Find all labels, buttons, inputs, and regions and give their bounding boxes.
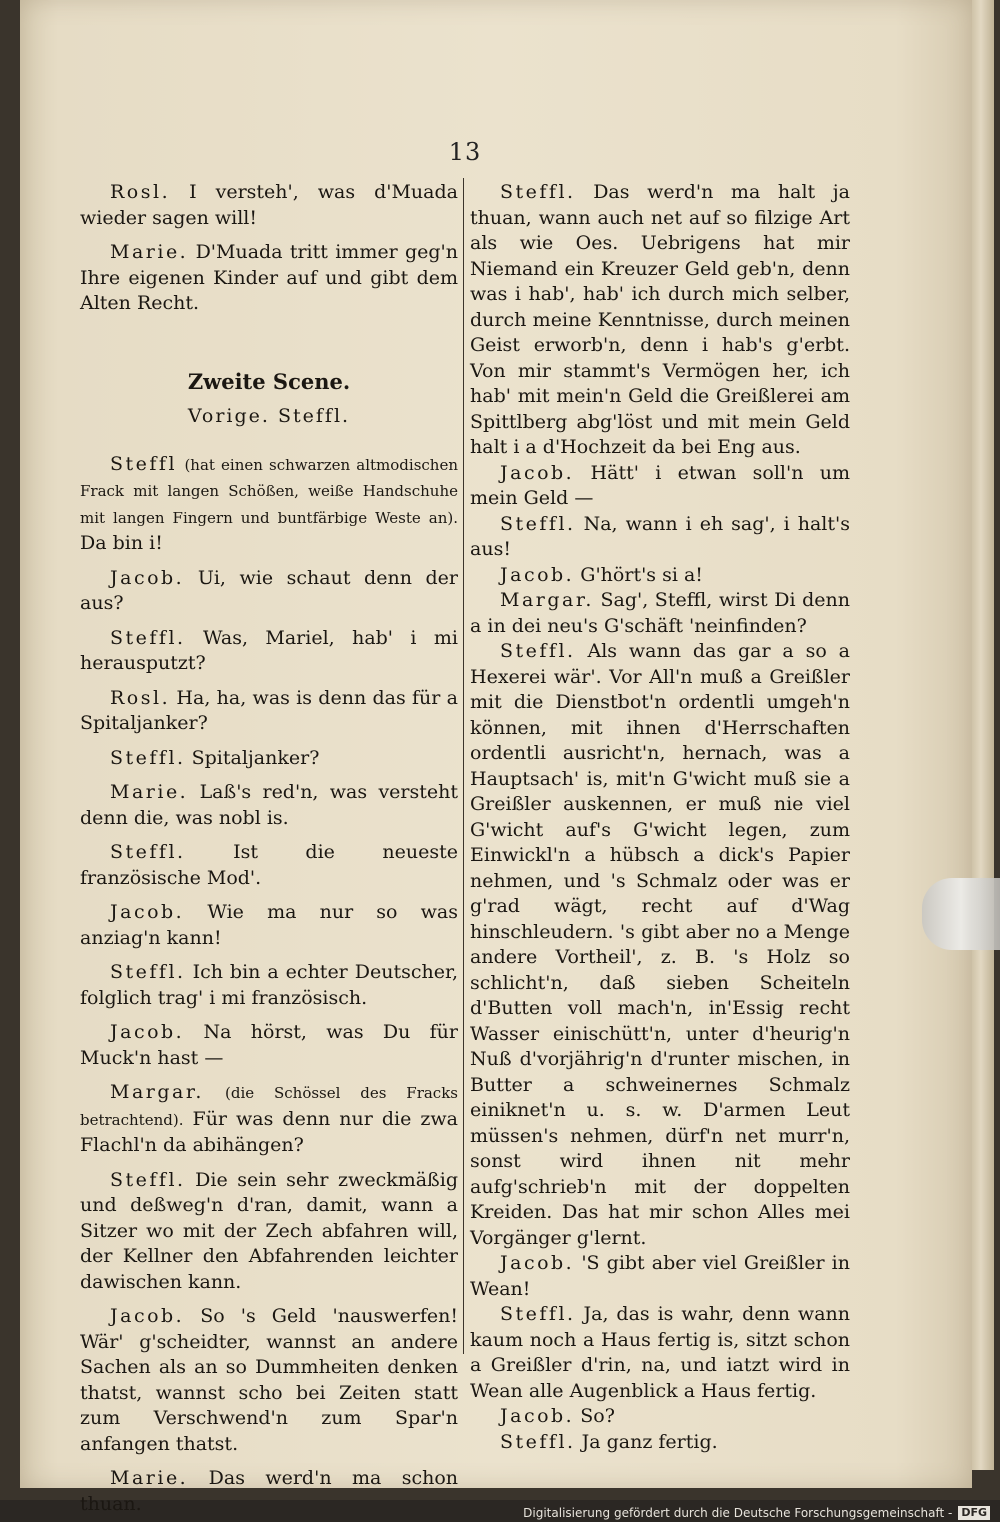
page-number: 13 [448, 138, 482, 166]
dialogue-text: Sag', Steffl, wirst Di denn a in dei neu's G'schäft 'neinfinden? [470, 589, 851, 637]
dialogue-text: Das werd'n ma halt ja thuan, wann auch net auf so filzige Art als wie Oes. Uebrigens hat mir Niemand ein Kreuzer Geld geb'n, denn was i hab', hab' ich durch mich selber, durch meine Kenntnisse, durch meinen Geist erworb'n, denn i hab's g'erbt. Von mir stammt's Vermögen her, ich hab' mit mein'n Geld die Greißlerei am Spittlberg abg'löst und mit mein Geld halt i a d'Hochzeit da bei Eng aus. [470, 181, 850, 458]
speaker-name: Jacob. [110, 1021, 185, 1043]
speaker-name: Steffl. [500, 181, 576, 203]
dialogue-text: I versteh', was d'Muada wieder sagen will! [80, 181, 458, 229]
scene-heading: Zweite Scene. [187, 368, 351, 394]
dialogue-line [80, 1304, 458, 1457]
dialogue-text: Als wann das gar a so a Hexerei wär'. Vor All'n muß a Greißler mit die Dienstbot'n ordentli umgeh'n können, mit ihnen d'Herrschaften ordentli ausricht'n, hernach, was a Hauptsach' is, mit'n G'wicht muß sie a Greißler auskennen, er muß nie viel G'wicht auf's G'wicht legen, zum Einwickl'n a hübsch a dick's Papier nehmen, und 's Schmalz oder was er g'rad wägt, recht auf d'Wag hinschleudern. 's gibt aber no a Menge andere Vortheil', z. B. 's Holz so schlicht'n, daß sieben Scheiteln d'Butten voll mach'n, in'Essig recht Wasser einischütt'n, unter d'heurig'n Nuß d'vorjährig'n d'runter mischen, in Butter a schweinernes Schmalz einiknet'n u. s. w. D'armen Leut müssen's nehmen, dürf'n net murr'n, sonst wird ihnen nit mehr aufg'schrieb'n mit der doppelten Kreiden. Das hat mir schon Alles mei Vorgänger g'lernt. [470, 640, 850, 1249]
footer-credit: Digitalisierung gefördert durch die Deutsche Forschungsgemeinschaft - [523, 1506, 953, 1520]
dialogue-line [470, 461, 850, 512]
speaker-name: Margar. [110, 1081, 204, 1103]
dialogue-line [80, 566, 458, 617]
left-column [80, 180, 458, 1517]
speaker-name: Jacob. [500, 1252, 575, 1274]
speaker-name: Jacob. [500, 461, 575, 484]
dialogue-line [470, 512, 850, 563]
column-divider [463, 178, 464, 1354]
speaker-name: Rosl. [110, 181, 171, 203]
dialogue-text: D'Muada tritt immer geg'n Ihre eigenen Kinder auf und gibt dem Alten Recht. [80, 241, 458, 314]
speaker-name: Jacob. [110, 566, 185, 589]
dialogue-text: Ja ganz fertig. [581, 1430, 718, 1453]
dialogue-text: Da bin i! [80, 532, 163, 554]
page-edge [972, 0, 994, 1470]
dialogue-line [80, 240, 458, 317]
dialogue-line [80, 1020, 458, 1071]
dialogue-line [470, 1430, 850, 1456]
stage-direction: (hat einen schwarzen altmodischen Frack mit langen Schößen, weiße Handschuhe mit langen Fingern und buntfärbige Weste an). [80, 455, 458, 527]
dialogue-line [80, 1466, 458, 1517]
speaker-name: Jacob. [110, 1305, 185, 1327]
dfg-logo: DFG [958, 1506, 990, 1520]
dialogue-text: Hätt' i etwan soll'n um mein Geld — [470, 461, 850, 509]
dialogue-line [470, 1251, 850, 1302]
dialogue-text: Ui, wie schaut denn der aus? [80, 566, 458, 614]
dialogue-line [80, 900, 458, 951]
dialogue-line [80, 746, 458, 772]
dialogue-text: 'S gibt aber viel Greißler in Wean! [470, 1252, 850, 1300]
dialogue-line [80, 1080, 458, 1159]
dialogue-text: Na, wann i eh sag', i halt's aus! [470, 512, 850, 560]
speaker-name: Marie. [110, 241, 189, 263]
speaker-name: Margar. [500, 589, 594, 611]
dialogue-text: Ha, ha, was is denn das für a Spitaljanker? [80, 686, 458, 734]
speaker-name: Steffl. [110, 961, 186, 983]
speaker-name: Jacob. [500, 1405, 575, 1427]
dialogue-text: Laß's red'n, was versteht denn die, was nobl is. [80, 781, 459, 829]
dialogue-text: Ich bin a echter Deutscher, folglich trag' i mi französisch. [80, 961, 458, 1009]
dialogue-text: Die sein sehr zweckmäßig und deßweg'n d'ran, damit, wann a Sitzer wo mit der Zech abfahren will, der Kellner den Abfahrenden leichter dawischen kann. [80, 1168, 458, 1293]
dialogue-line [470, 563, 850, 589]
speaker-name: Rosl. [110, 686, 171, 709]
speaker-name: Steffl. [500, 512, 576, 535]
dialogue-text: Na hörst, was Du für Muck'n hast — [80, 1021, 458, 1069]
stage-direction: (die Schössel des Fracks betrachtend). [80, 1084, 458, 1129]
speaker-name: Steffl. [110, 841, 186, 863]
dialogue-line [80, 1168, 458, 1296]
dialogue-line [80, 180, 458, 231]
dialogue-line [470, 180, 850, 461]
speaker-name: Steffl [110, 452, 178, 475]
dialogue-line [470, 1404, 850, 1430]
footer [523, 1505, 990, 1521]
dialogue-line [80, 452, 458, 557]
dialogue-text: Wie ma nur so was anziag'n kann! [80, 901, 458, 949]
speaker-name: Steffl. [500, 640, 576, 662]
speaker-name: Marie. [110, 781, 189, 803]
dialogue-text: Das werd'n ma schon thuan. [80, 1467, 458, 1515]
dialogue-text: Für was denn nur die zwa Flachl'n da abihängen? [80, 1107, 458, 1156]
dialogue-line [470, 1302, 850, 1404]
dialogue-line [80, 780, 458, 831]
dialogue-text: G'hört's si a! [580, 563, 703, 586]
dialogue-text: Spitaljanker? [191, 746, 320, 769]
scene-cast: Vorige. Steffl. [187, 405, 351, 427]
page-turn-tab[interactable] [922, 878, 1000, 950]
speaker-name: Steffl. [110, 626, 186, 649]
speaker-name: Jacob. [500, 563, 575, 586]
dialogue-text: Ist die neueste französische Mod'. [80, 841, 458, 889]
speaker-name: Steffl. [500, 1430, 576, 1453]
dialogue-line [80, 686, 458, 737]
dialogue-line [80, 960, 458, 1011]
dialogue-text: Ja, das is wahr, denn wann kaum noch a Haus fertig is, sitzt schon a Greißler d'rin, na, und iatzt wird in Wean alle Augenblick a Haus fertig. [470, 1303, 850, 1402]
dialogue-line [470, 639, 850, 1251]
dialogue-text: Was, Mariel, hab' i mi herausputzt? [80, 626, 458, 674]
speaker-name: Marie. [110, 1467, 189, 1489]
dialogue-line [470, 588, 850, 639]
dialogue-text: So 's Geld 'nauswerfen! Wär' g'scheidter, wannst an andere Sachen als an so Dummheiten denken thatst, wannst scho bei Zeiten statt zum Verschwend'n zum Spar'n anfangen thatst. [80, 1305, 458, 1455]
dialogue-text: So? [580, 1405, 615, 1427]
right-column [470, 180, 850, 1455]
speaker-name: Steffl. [110, 1168, 186, 1191]
dialogue-line [80, 840, 458, 891]
dialogue-line [80, 626, 458, 677]
speaker-name: Steffl. [110, 746, 186, 769]
speaker-name: Steffl. [500, 1303, 576, 1325]
speaker-name: Jacob. [110, 901, 185, 923]
